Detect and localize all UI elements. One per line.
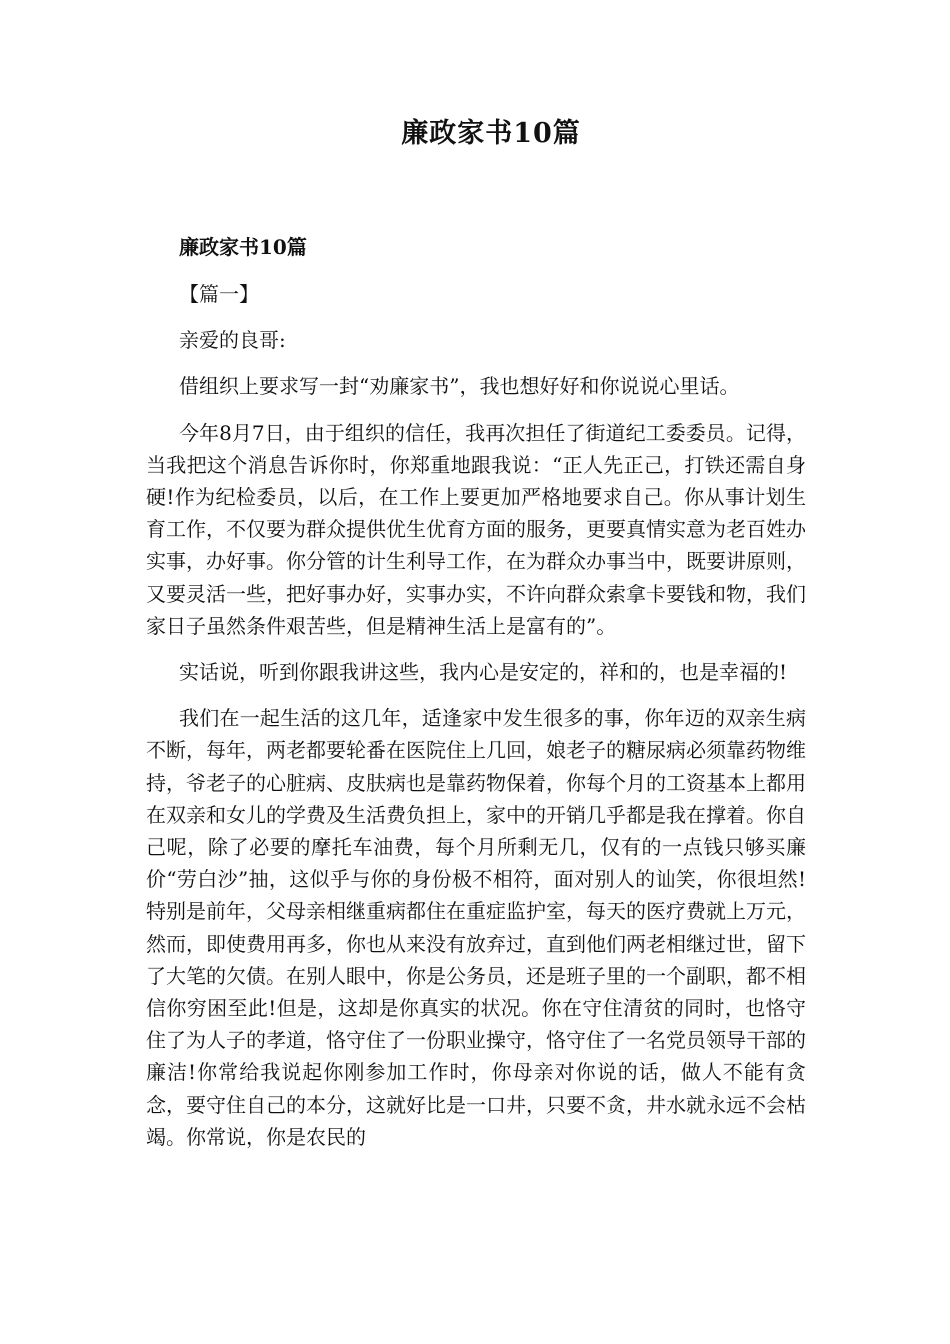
salutation: 亲爱的良哥: [179,328,286,353]
paragraph: 我们在一起生活的这几年，适逢家中发生很多的事，你年迈的双亲生病不断，每年，两老都要轮番在医院住上几回，娘老子的糖尿病必须靠药物维持，爷老子的心脏病、皮肤病也是靠药物保着，你每个月的工资基本上都用在双亲和女儿的学费及生活费负担上，家中的开销几乎都是我在撑着。你自己呢，除了必要的摩托车油费，每个月所剩无几，仅有的一点钱只够买廉价“劳白沙”抽，这似乎与你的身份极不相符，面对别人的讪笑，你很坦然!特别是前年，父母亲相继重病都住在重症监护室，每天的医疗费就上万元，然而，即使费用再多，你也从来没有放弃过，直到他们两老相继过世，留下了大笔的欠债。在别人眼中，你是公务员，还是班子里的一个副职，都不相信你穷困至此!但是，这却是你真实的状况。你在守住清贫的同时，也恪守住了为人子的孝道，恪守住了一份职业操守，恪守住了一名党员领导干部的廉洁!你常给我说起你刚参加工作时，你母亲对你说的话，做人不能有贪念，要守住自己的本分，这就好比是一口井，只要不贪，井水就永远不会枯竭。你常说，你是农民的 [146,706,806,1149]
document-title: 廉政家书10篇 [401,118,581,149]
paragraph: 实话说，听到你跟我讲这些，我内心是安定的，祥和的，也是幸福的! [179,660,788,685]
paragraph: 今年8月7日，由于组织的信任，我再次担任了街道纪工委委员。记得，当我把这个消息告诉你时，你郑重地跟我说：“正人先正己，打铁还需自身硬!作为纪检委员，以后，在工作上要更加严格地要求自己。你从事计划生育工作，不仅要为群众提供优生优育方面的服务，更要真情实意为老百姓办实事，办好事。你分管的计生利导工作，在为群众办事当中，既要讲原则，又要灵活一些，把好事办好，实事办实，不许向群众索拿卡要钱和物，我们家日子虽然条件艰苦些，但是精神生活上是富有的”。 [146,420,806,638]
document-subtitle: 廉政家书10篇 [179,235,307,259]
document-body [146,228,806,1153]
section-label: 【篇一】 [179,282,259,306]
paragraph: 借组织上要求写一封“劝廉家书”，我也想好好和你说说心里话。 [179,374,740,399]
